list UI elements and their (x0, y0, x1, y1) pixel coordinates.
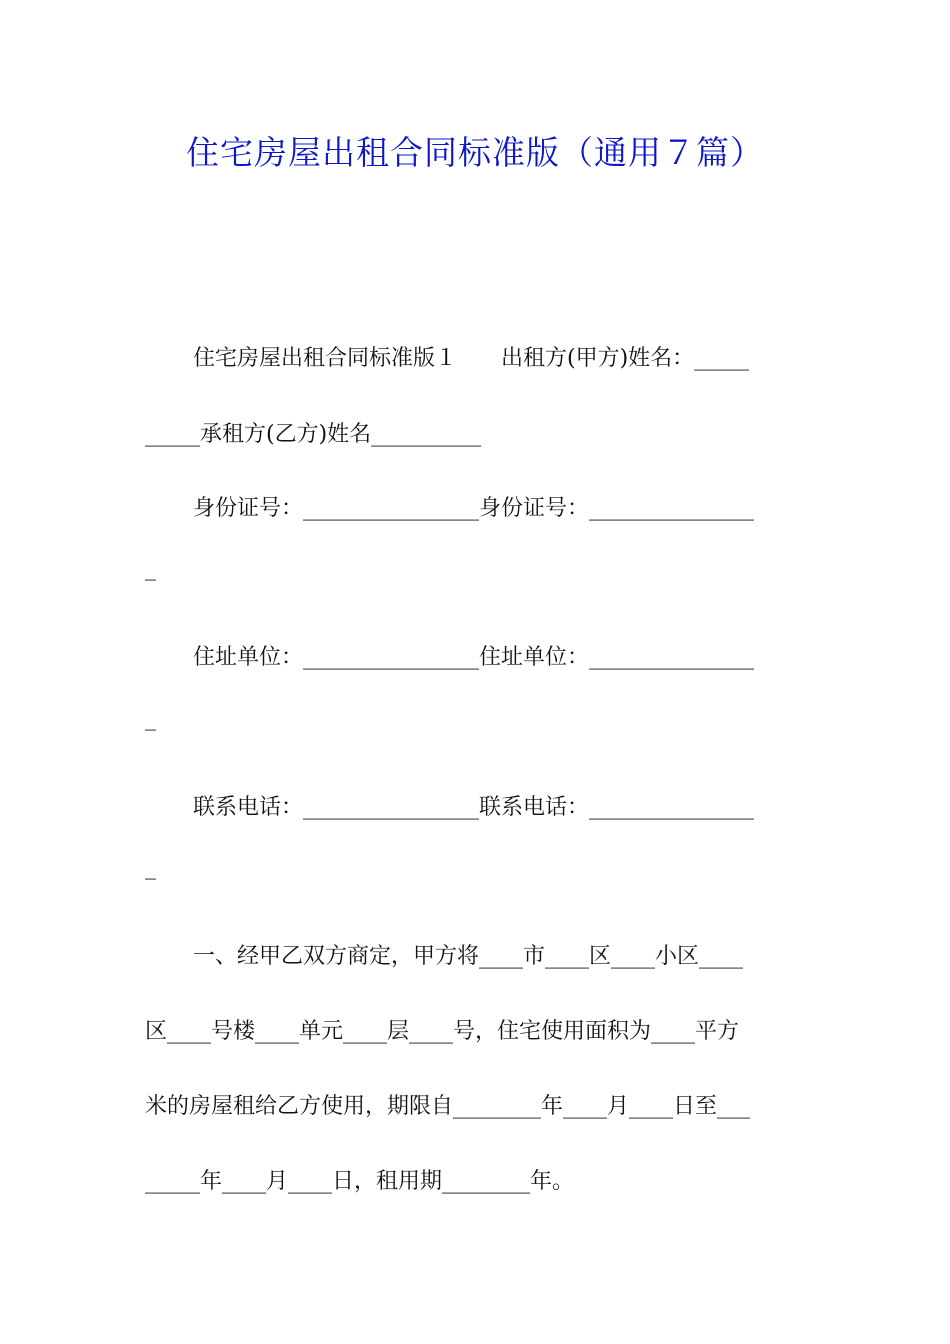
contract-line-address: 住址单位：________________住址单位：_______________ (193, 645, 755, 670)
contract-line-parties-tenant: _____承租方(乙方)姓名__________ (145, 422, 482, 447)
contract-clause-1-line-2: 区____号楼____单元____层____号，住宅使用面积为____平方 (145, 1019, 740, 1044)
contract-clause-1-line-3: 米的房屋租给乙方使用，期限自________年____月____日至___ (145, 1094, 751, 1119)
contract-line-id-number: 身份证号：________________身份证号：_______________ (193, 496, 755, 521)
contract-line-phone: 联系电话：________________联系电话：_______________ (193, 795, 755, 820)
contract-clause-1-line-4: _____年____月____日，租用期________年。 (145, 1169, 575, 1194)
contract-line-address-overflow: _ (145, 706, 156, 731)
contract-clause-1-line-1: 一、经甲乙双方商定，甲方将____市____区____小区____ (193, 944, 744, 969)
contract-line-id-number-overflow: _ (145, 556, 156, 581)
contract-line-phone-overflow: _ (145, 855, 156, 880)
contract-line-parties-landlord: 住宅房屋出租合同标准版１ 出租方(甲方)姓名：_____ (193, 346, 750, 371)
document-title: 住宅房屋出租合同标准版（通用７篇） (186, 133, 764, 172)
